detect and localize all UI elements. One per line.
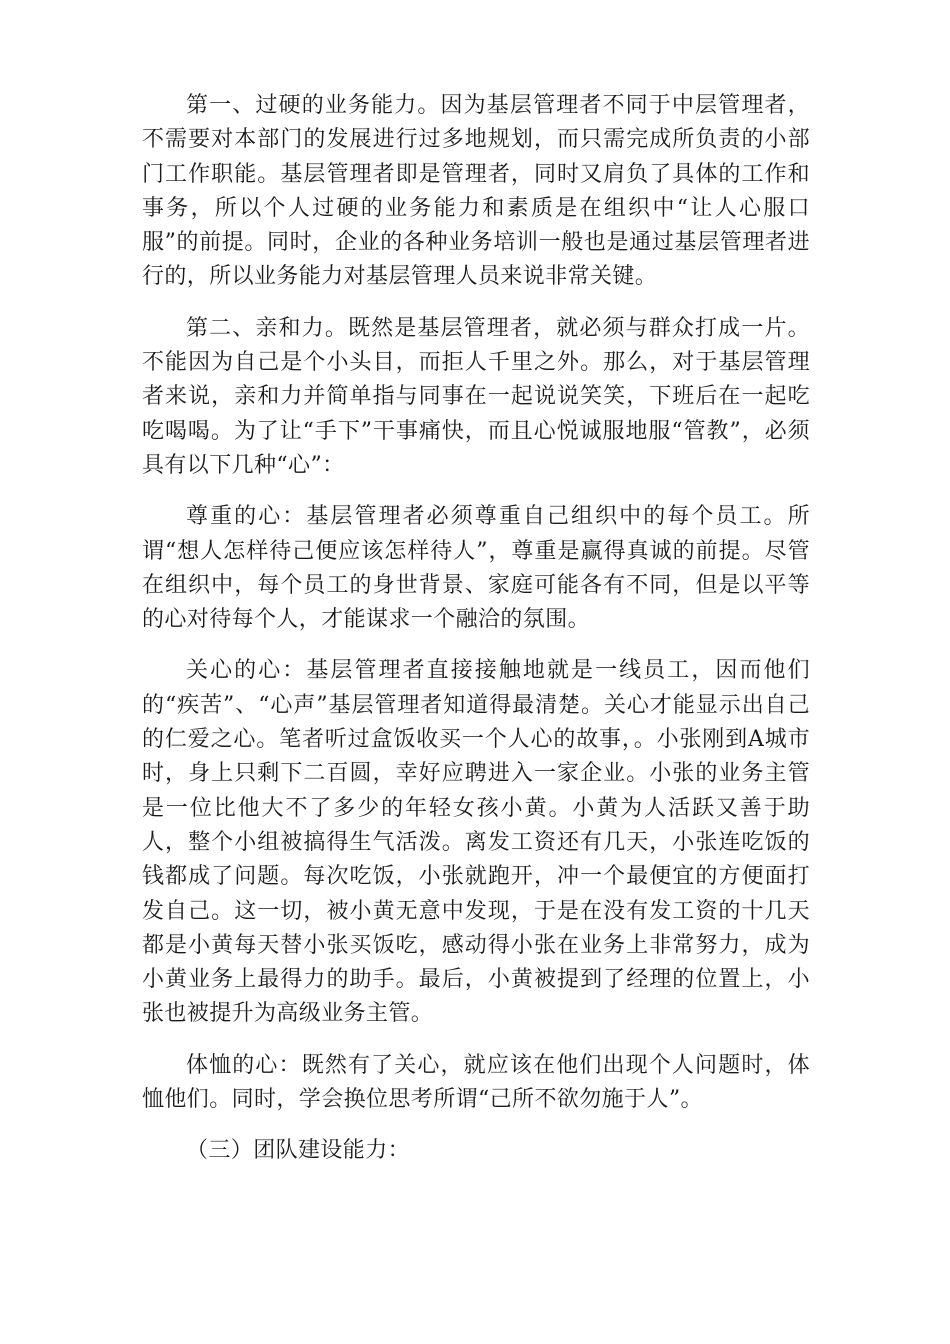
paragraph-care: 关心的心：基层管理者直接接触地就是一线员工，因而他们的“疾苦”、“心声”基层管理者知道得最清楚。关心才能显示出自己的仁爱之心。笔者听过盒饭收买一个人心的故事，。小张刚到A城市时，身上只剩下二百圆，幸好应聘进入一家企业。小张的业务主管是一位比他大不了多少的年轻女孩小黄。小黄为人活跃又善于助人，整个小组被搞得生气活泼。离发工资还有几天，小张连吃饭的钱都成了问题。每次吃饭，小张就跑开，冲一个最便宜的方便面打发自己。这一切，被小黄无意中发现，于是在没有发工资的十几天都是小黄每天替小张买饭吃，感动得小张在业务上非常努力，成为小黄业务上最得力的助手。最后，小黄被提到了经理的位置上，小张也被提升为高级业务主管。 [142, 658, 810, 1027]
paragraph-sympathy: 体恤的心：既然有了关心，就应该在他们出现个人问题时，体恤他们。同时，学会换位思考所谓“己所不欲勿施于人”。 [142, 1052, 810, 1113]
paragraph-affinity: 第二、亲和力。既然是基层管理者，就必须与群众打成一片。不能因为自己是个小头目，而拒人千里之外。那么，对于基层管理者来说，亲和力并简单指与同事在一起说说笑笑，下班后在一起吃吃喝喝。为了让“手下”干事痛快，而且心悦诚服地服“管教”，必须具有以下几种“心”： [142, 315, 810, 478]
paragraph-respect: 尊重的心：基层管理者必须尊重自己组织中的每个员工。所谓“想人怎样待己便应该怎样待人”，尊重是赢得真诚的前提。尽管在组织中，每个员工的身世背景、家庭可能各有不同，但是以平等的心对待每个人，才能谋求一个融洽的氛围。 [142, 504, 810, 633]
section-heading-team-building: （三）团队建设能力： [186, 1138, 411, 1164]
document-body [142, 89, 810, 1186]
paragraph-business-ability: 第一、过硬的业务能力。因为基层管理者不同于中层管理者，不需要对本部门的发展进行过多地规划，而只需完成所负责的小部门工作职能。基层管理者即是管理者，同时又肩负了具体的工作和事务，所以个人过硬的业务能力和素质是在组织中“让人心服口服”的前提。同时，企业的各种业务培训一般也是通过基层管理者进行的，所以业务能力对基层管理人员来说非常关键。 [142, 93, 810, 290]
